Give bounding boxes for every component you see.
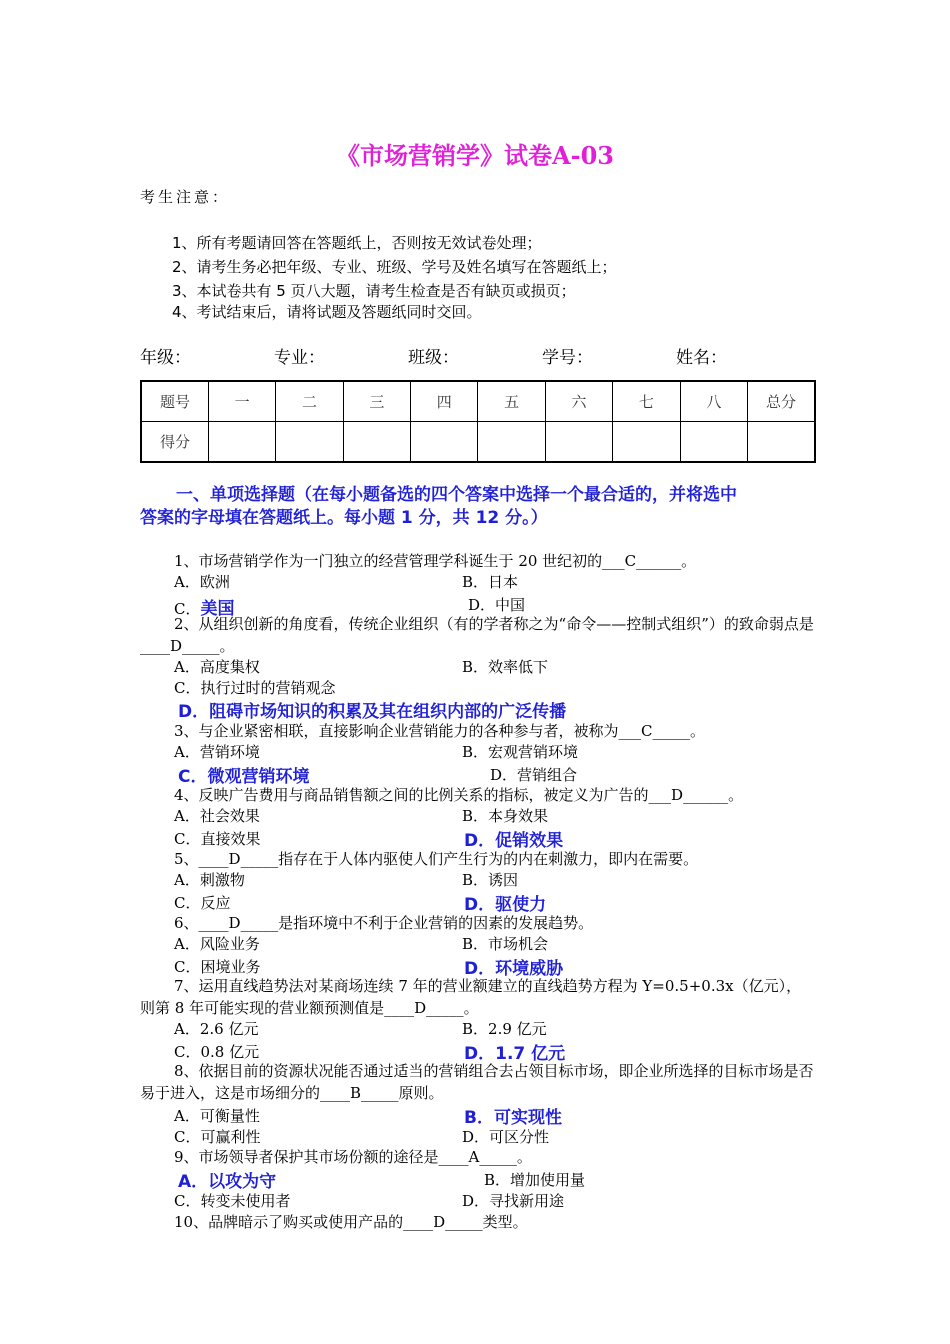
- notice-heading: 考生注意：: [140, 188, 231, 206]
- correct-answer: D．阻碍市场知识的积累及其在组织内部的广泛传播: [178, 702, 567, 722]
- score-table-score-row: [141, 422, 815, 463]
- score-cell: [411, 422, 478, 463]
- option: B．市场机会: [462, 935, 549, 953]
- option: A．社会效果: [174, 807, 260, 825]
- option: A．欧洲: [174, 573, 230, 591]
- correct-answer: D．环境威胁: [464, 959, 564, 979]
- question-stem: 7、运用直线趋势法对某商场连续 7 年的营业额建立的直线趋势方程为 Y=0.5+0.3x（亿元），则第 8 年可能实现的营业额预测值是____D_____。: [140, 977, 802, 1017]
- page-title: 《市场营销学》试卷A-03: [336, 141, 614, 170]
- score-table: [140, 380, 816, 463]
- question-stem: 5、____D_____指存在于人体内驱使人们产生行为的内在刺激力，即内在需要。: [174, 850, 699, 868]
- option: C．反应: [174, 894, 231, 912]
- option: C．转变未使用者: [174, 1192, 291, 1210]
- option: C．可赢利性: [174, 1128, 261, 1146]
- option: C．直接效果: [174, 830, 261, 848]
- notice-item: 2、请考生务必把年级、专业、班级、学号及姓名填写在答题纸上；: [172, 258, 617, 276]
- name-label: 姓名：: [676, 348, 727, 368]
- correct-answer: 美国: [200, 599, 235, 619]
- question-stem: 6、____D_____是指环境中不利于企业营销的因素的发展趋势。: [174, 914, 594, 932]
- option: C．0.8 亿元: [174, 1043, 260, 1061]
- score-cell: [680, 422, 747, 463]
- option: B．增加使用量: [484, 1171, 586, 1189]
- question-stem: 3、与企业紧密相联，直接影响企业营销能力的各种参与者，被称为___C_____。: [174, 722, 706, 740]
- header-cell: 七: [613, 381, 680, 422]
- option: C．困境业务: [174, 958, 261, 976]
- score-cell: [276, 422, 343, 463]
- header-cell: 五: [478, 381, 545, 422]
- header-cell: 总分: [748, 381, 815, 422]
- option: A．刺激物: [174, 871, 245, 889]
- student-id-label: 学号：: [542, 348, 593, 368]
- option-letter: C．: [174, 600, 201, 618]
- option: A．2.6 亿元: [174, 1020, 259, 1038]
- option: A．营销环境: [174, 743, 260, 761]
- class-label: 班级：: [408, 348, 459, 368]
- score-cell: [545, 422, 612, 463]
- correct-answer: D．1.7 亿元: [464, 1044, 566, 1064]
- major-label: 专业：: [274, 348, 325, 368]
- option: D．中国: [468, 596, 526, 614]
- row-label-cell: 得分: [141, 422, 208, 463]
- question-stem: 4、反映广告费用与商品销售额之间的比例关系的指标，被定义为广告的___D______。: [174, 786, 744, 804]
- question-stem: 10、品牌暗示了购买或使用产品的____D_____类型。: [174, 1213, 528, 1231]
- grade-label: 年级：: [140, 348, 191, 368]
- option: B．宏观营销环境: [462, 743, 579, 761]
- question-stem: 8、依据目前的资源状况能否通过适当的营销组合去占领目标市场，即企业所选择的目标市场是否易于进入，这是市场细分的____B_____原则。: [140, 1062, 814, 1102]
- notice-item: 4、考试结束后，请将试题及答题纸同时交回。: [172, 303, 482, 321]
- score-cell: [613, 422, 680, 463]
- option: C．执行过时的营销观念: [174, 679, 336, 697]
- header-cell: 六: [545, 381, 612, 422]
- header-cell: 题号: [141, 381, 208, 422]
- question-stem: 1、市场营销学作为一门独立的经营管理学科诞生于 20 世纪初的___C______。: [174, 552, 697, 570]
- score-cell: [478, 422, 545, 463]
- score-cell: [343, 422, 410, 463]
- correct-answer: D．促销效果: [464, 831, 564, 851]
- correct-answer: A．以攻为守: [178, 1172, 277, 1192]
- option: B．诱因: [462, 871, 519, 889]
- option: A．高度集权: [174, 658, 260, 676]
- correct-answer: D．驱使力: [464, 895, 547, 915]
- option: D．寻找新用途: [462, 1192, 565, 1210]
- option: B．效率低下: [462, 658, 549, 676]
- header-cell: 一: [208, 381, 275, 422]
- correct-answer: B．可实现性: [464, 1108, 562, 1128]
- question-stem: 9、市场领导者保护其市场份额的途径是____A_____。: [174, 1148, 532, 1166]
- option: D．营销组合: [490, 766, 578, 784]
- option: B．本身效果: [462, 807, 549, 825]
- section-heading: [140, 484, 820, 530]
- header-cell: 八: [680, 381, 747, 422]
- score-cell: [208, 422, 275, 463]
- option: B．2.9 亿元: [462, 1020, 547, 1038]
- correct-answer: C．微观营销环境: [178, 767, 310, 787]
- header-cell: 三: [343, 381, 410, 422]
- score-cell: [748, 422, 815, 463]
- section-heading-line: 一、单项选择题（在每小题备选的四个答案中选择一个最合适的，并将选中: [176, 485, 737, 505]
- header-cell: 二: [276, 381, 343, 422]
- question-stem: 2、从组织创新的角度看，传统企业组织（有的学者称之为“命令——控制式组织”）的致命弱点是____D_____。: [140, 615, 814, 655]
- notice-item: 3、本试卷共有 5 页八大题，请考生检查是否有缺页或损页；: [172, 282, 576, 300]
- section-heading-line: 答案的字母填在答题纸上。每小题 1 分，共 12 分。）: [140, 508, 548, 528]
- notice-item: 1、所有考题请回答在答题纸上，否则按无效试卷处理；: [172, 234, 542, 252]
- option: B．日本: [462, 573, 519, 591]
- header-cell: 四: [411, 381, 478, 422]
- option: A．风险业务: [174, 935, 260, 953]
- option: A．可衡量性: [174, 1107, 260, 1125]
- score-table-header-row: [141, 381, 815, 422]
- option: D．可区分性: [462, 1128, 550, 1146]
